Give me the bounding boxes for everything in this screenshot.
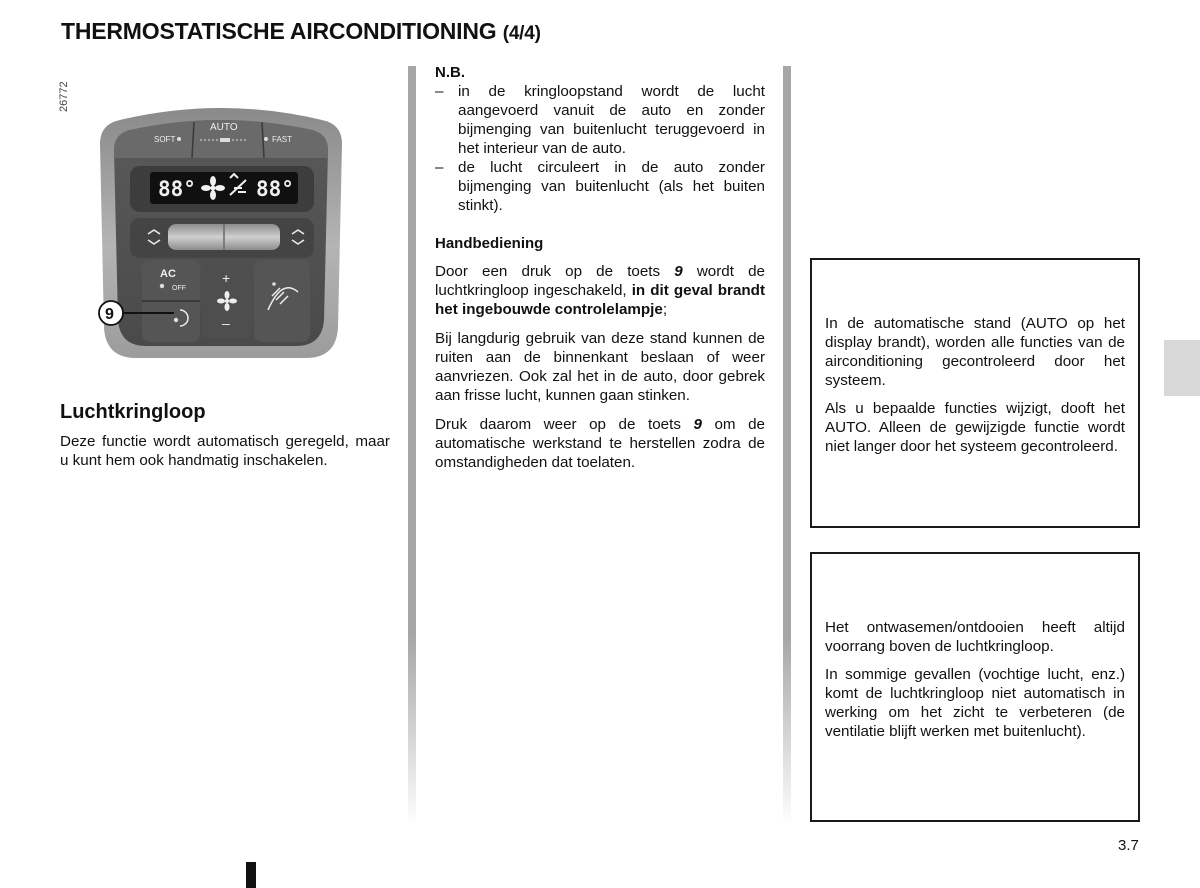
manual-heading: Handbediening [435, 235, 544, 252]
note-paragraph: Als u bepaalde functies wijzigt, dooft het AUTO. Alleen de gewijzigde functie wordt niet langer door het systeem gecontroleerd. [825, 400, 1125, 455]
text-run: Door een druk op de toets [435, 263, 675, 280]
text-run: wordt de luchtkringloop ingeschakeld, [435, 263, 765, 299]
nb-list [435, 82, 765, 215]
note-paragraph: Het ontwasemen/ontdooien heeft altijd voorrang boven de luchtkringloop. [825, 619, 1125, 655]
key-ref: 9 [693, 416, 702, 433]
note-box-auto [810, 258, 1140, 528]
manual-paragraph-3 [435, 415, 765, 472]
middle-column [435, 64, 765, 482]
plus-label: + [222, 270, 231, 286]
note-paragraph: In de automatische stand (AUTO op het display brandt), worden alle functies van de airconditioning gecontroleerd door het systeem. [825, 315, 1125, 389]
list-dash: – [435, 159, 444, 176]
text-run: om de automatische werkstand te herstellen zodra de omstandigheden dat toelaten. [435, 416, 766, 471]
crop-mark [246, 862, 256, 888]
note-box-defrost [810, 552, 1140, 822]
manual-paragraph-1 [435, 262, 765, 319]
fast-label: FAST [272, 135, 293, 144]
text-run: ; [662, 301, 668, 318]
auto-label: AUTO [210, 122, 238, 133]
list-dash: – [435, 83, 444, 100]
title-part: (4/4) [502, 23, 541, 44]
list-item [435, 158, 765, 215]
nb-label: N.B. [435, 64, 465, 81]
display-left-temp: 88° [158, 177, 196, 201]
chapter-tab [1164, 340, 1200, 396]
list-item-text: de lucht circuleert in de auto zonder bijmenging van buitenlucht (als het buiten stinkt). [458, 159, 765, 214]
section-heading: Luchtkringloop [60, 401, 206, 423]
soft-label: SOFT [154, 135, 176, 144]
off-label: OFF [172, 285, 186, 292]
display-right-temp: 88° [256, 177, 294, 201]
column-divider [783, 66, 791, 826]
page-number: 3.7 [1118, 837, 1139, 854]
ac-label: AC [160, 268, 176, 280]
note-paragraph: In sommige gevallen (vochtige lucht, enz.) komt de luchtkringloop niet automatisch in werking om het zicht te verbeteren (de ventilatie blijft werken met buitenlucht). [825, 666, 1125, 740]
key-ref: 9 [674, 263, 683, 280]
bold-text: in dit geval brandt het ingebouwde controlelampje [435, 282, 765, 318]
manual-paragraph-2: Bij langdurig gebruik van deze stand kunnen de ruiten aan de binnenkant beslaan of weer aanvriezen. Ook zal het in de auto, door gebrek aan frisse lucht, kunnen gaan stinken. [435, 330, 765, 404]
page-title [61, 18, 541, 45]
list-item-text: in de kringloopstand wordt de lucht aangevoerd vanuit de auto en zonder bijmenging van buitenlucht teruggevoerd in het interieur van de auto. [458, 83, 765, 157]
figure-number: 26772 [58, 81, 70, 112]
minus-label: – [222, 315, 230, 331]
callout-number: 9 [105, 306, 114, 323]
intro-text: Deze functie wordt automatisch geregeld, maar u kunt hem ook handmatig inschakelen. [60, 433, 390, 469]
column-divider [408, 66, 416, 826]
list-item [435, 82, 765, 158]
callout-9 [96, 298, 196, 328]
title-main: THERMOSTATISCHE AIRCONDITIONING [61, 18, 497, 44]
text-run: Druk daarom weer op de toets [435, 416, 694, 433]
